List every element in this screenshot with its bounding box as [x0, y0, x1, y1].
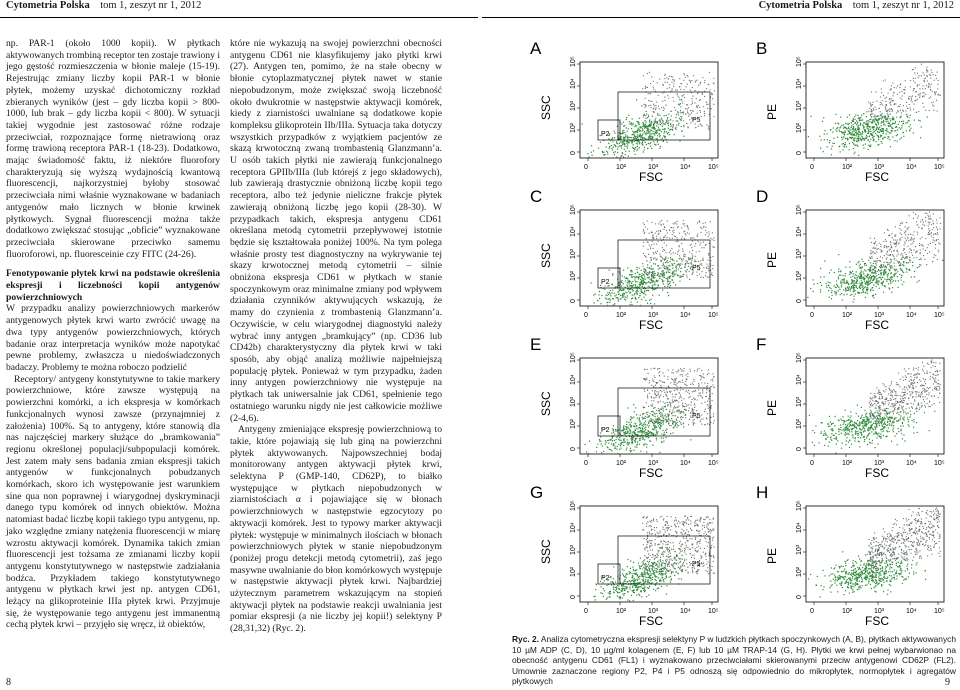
paragraph: które nie wykazują na swojej powierzchni obecności antygenu CD61 nie klasyfikujemy jako płytki krwi (27). Antygen ten, pomimo, że na stałe obecny w błonie cytoplazmatycznej płytek nawet w stanie niepobudzonym, może zwiększać swoją liczebność około dwukrotnie w następstwie aktywacji komórek, kiedy z ziarnistości uwalniane są dodatkowe kopie kompleksu glikoprotein IIb/IIIa. Sytuacja taka dotyczy wszystkich przypadków z wyjątkiem pacjentów ze skazą krwotoczną zwaną trombastenią Glanzmann’a. U osób takich płytki nie zawierają funkcjonalnego receptora GPIIb/IIIa (lub którejś z jego składowych), lub zawierają drastycznie obniżoną liczbę kopii tego receptora, albo też jedynie nieliczne frakcje płytek zawierają obniżoną liczbę jego kopii (28-30). W przypadkach takich, ekspresja antygenu CD61 określana metodą cytometrii przepływowej istotnie będzie się kształtowała poniżej 100%. Na tym polega właśnie prosty test diagnostyczny na wykrywanie tej skazy krwotocznej metodą cytometrii – silnie obniżona ekspresja CD61 w płytkach w stanie spoczynkowym oraz minimalne zmiany pod wpływem działania czynników aktywujących wskazują, że mamy do czynienia z trombastenią Glanzmann’a. Oczywiście, w celu wiarygodnej diagnostyki należy wybrać inny antygen „bramkujący” (np. CD36 lub CD42b) charakterystyczny dla płytek krwi w taki sposób, aby objąć analizą możliwie najpełniejszą populację płytek. Ponieważ w tym przypadku, żaden inny antygen powierzchniowy nie występuje na płytkach tak uniwersalnie jak CD61, spełnienie tego ostatniego warunku nigdy nie jest całkowicie możliwe (2-4,6). [230, 38, 442, 424]
issue-info: tom 1, zeszyt nr 1, 2012 [852, 0, 954, 11]
y-tick-label: 10⁵ [796, 56, 803, 67]
y-tick-label: 10⁵ [570, 352, 577, 363]
gate-label: P5 [692, 117, 701, 124]
y-axis-label: PE [765, 251, 779, 268]
x-axis-label: FSC [639, 170, 663, 182]
x-axis-label: FSC [639, 318, 663, 330]
panel-h [736, 480, 946, 626]
x-tick-label: 10³ [648, 608, 659, 615]
y-tick-label: 10⁴ [570, 522, 577, 533]
scatter-plot [736, 36, 946, 182]
x-tick-label: 10² [842, 608, 853, 615]
y-tick-label: 10³ [796, 100, 803, 111]
gate-label: P2 [601, 427, 610, 434]
y-tick-label: 10³ [570, 396, 577, 407]
x-tick-label: 10³ [648, 460, 659, 467]
event-dots [593, 516, 714, 602]
y-axis-label: SSC [539, 391, 553, 416]
x-tick-label: 10³ [648, 164, 659, 171]
x-tick-label: 10⁵ [934, 460, 945, 467]
x-tick-label: 10⁵ [934, 164, 945, 171]
page-number-left: 8 [6, 677, 11, 688]
event-dots [807, 212, 943, 303]
x-axis-label: FSC [865, 170, 889, 182]
panel-label: A [530, 39, 542, 58]
x-tick-label: 10² [842, 460, 853, 467]
y-tick-label: 10³ [796, 396, 803, 407]
y-axis-label: SSC [539, 243, 553, 268]
y-tick-label: 10⁵ [570, 500, 577, 511]
x-tick-label: 0 [810, 608, 814, 615]
running-header-left [6, 0, 201, 14]
panel-g [510, 480, 720, 626]
y-tick-label: 0 [570, 595, 577, 599]
panel-label: F [756, 335, 767, 354]
y-tick-label: 10⁵ [796, 500, 803, 511]
y-tick-label: 10⁴ [796, 78, 803, 89]
y-tick-label: 0 [570, 151, 577, 155]
y-axis-label: SSC [539, 539, 553, 564]
event-dots [585, 368, 715, 454]
x-tick-label: 10⁴ [906, 460, 917, 467]
x-tick-label: 0 [810, 460, 814, 467]
y-tick-label: 0 [570, 299, 577, 303]
x-tick-label: 10² [842, 312, 853, 319]
y-tick-label: 10³ [796, 248, 803, 259]
y-tick-label: 10² [796, 270, 803, 281]
x-tick-label: 10⁴ [680, 164, 691, 171]
scatter-plot [510, 332, 720, 478]
header-rule [0, 17, 478, 18]
y-tick-label: 10² [796, 122, 803, 133]
y-tick-label: 10² [570, 566, 577, 577]
y-tick-label: 10² [796, 418, 803, 429]
page-number-right: 9 [945, 677, 950, 688]
x-tick-label: 0 [810, 312, 814, 319]
x-tick-label: 10⁵ [708, 164, 719, 171]
x-axis-label: FSC [639, 466, 663, 478]
plot-frame [806, 358, 944, 454]
event-dots [582, 72, 715, 158]
x-axis-label: FSC [865, 318, 889, 330]
scatter-plot [510, 36, 720, 182]
x-tick-label: 0 [810, 164, 814, 171]
y-axis-label: SSC [539, 95, 553, 120]
y-tick-label: 0 [796, 447, 803, 451]
x-axis-label: FSC [639, 614, 663, 626]
y-tick-label: 10⁵ [570, 56, 577, 67]
x-axis-label: FSC [865, 614, 889, 626]
x-tick-label: 10³ [648, 312, 659, 319]
figure-caption [512, 634, 956, 687]
scatter-plot [510, 480, 720, 626]
x-tick-label: 10⁴ [906, 608, 917, 615]
y-tick-label: 0 [796, 595, 803, 599]
x-tick-label: 10⁴ [680, 608, 691, 615]
x-tick-label: 10⁵ [708, 312, 719, 319]
y-tick-label: 10³ [570, 544, 577, 555]
x-tick-label: 10⁴ [906, 312, 917, 319]
x-tick-label: 10³ [874, 164, 885, 171]
gate-label: P2 [601, 575, 610, 582]
y-tick-label: 10⁴ [570, 78, 577, 89]
y-tick-label: 10⁴ [570, 374, 577, 385]
x-tick-label: 10⁵ [934, 312, 945, 319]
figure-panels [510, 36, 960, 632]
x-tick-label: 10² [616, 312, 627, 319]
x-tick-label: 10² [842, 164, 853, 171]
x-axis-label: FSC [865, 466, 889, 478]
x-tick-label: 10² [616, 164, 627, 171]
caption-label: Ryc. 2. [512, 634, 540, 644]
paragraph: np. PAR-1 (około 1000 kopii). W płytkach aktywowanych trombiną receptor ten zostaje trawiony i jego gęstość rozmieszczenia w błonie maleje (15-19). Rejestrując zmiany liczby kopii PAR-1 w błonie płytek, możemy uzyskać dichotomiczny rozkład zbieranych wyników (jest – gdy liczba kopii > 800-1000, lub brak – gdy liczba kopii < 800). W sytuacji takiej wygodnie jest zastosować różne rodzaje przeciwciał, rozpoznające formę nietrawioną oraz formę trawioną receptora PAR-1 (18-23). Dodatkowo, mając świadomość faktu, iż niektóre fluorofory charakteryzują się wyższą wydajnością kwantową fluorescencji, najkorzystniej byłoby stosować przeciwciała nimi właśnie wyznakowane w badaniach antygenów mało licznych w błonie krwinek płytkowych. Sygnał fluorescencji można także dodatkowo zwiększać stosując „obficie” wyznakowane przeciwciała skierowane przeciwko samemu fluoroforowi, np. fluoresceinie czy FITC (24-26). [6, 38, 220, 260]
plot-frame [806, 506, 944, 602]
panel-d [736, 184, 946, 330]
y-tick-label: 0 [570, 447, 577, 451]
x-tick-label: 10³ [874, 312, 885, 319]
x-tick-label: 10⁴ [680, 312, 691, 319]
gate-label: P5 [692, 561, 701, 568]
x-tick-label: 10⁵ [708, 608, 719, 615]
x-tick-label: 10² [616, 460, 627, 467]
y-axis-label: PE [765, 103, 779, 120]
caption-text: Analiza cytometryczna ekspresji selektyny P w ludzkich płytkach spoczynkowych (A, B), płytkach aktywowanych 10 µM ADP (C, D), 10 µg/ml kolagenem (E, F) lub 10 µM TRAP-14 (G, H). Płytki we krwi pełnej wybarwionao na obecność antygenu CD61 (FL1) i wyznakowano przeciwciałami skierowanymi przeciw antygenowi CD62P (FL2). Umownie zaznaczone regiony P2, P4 i P5 odnoszą się odpowiednio do mikropłytek, normopłytek i agregatów płytkowych [512, 634, 956, 687]
panel-b [736, 36, 946, 182]
panel-label: C [530, 187, 543, 206]
text-column-2 [230, 38, 442, 635]
y-tick-label: 10² [796, 566, 803, 577]
x-tick-label: 10³ [874, 608, 885, 615]
x-tick-label: 0 [584, 164, 588, 171]
y-tick-label: 10³ [570, 100, 577, 111]
plot-frame [806, 62, 944, 158]
y-tick-label: 10³ [570, 248, 577, 259]
panel-label: E [530, 335, 542, 354]
running-header-right [759, 0, 954, 14]
event-dots [808, 64, 941, 156]
gate-label: P2 [601, 131, 610, 138]
y-axis-label: PE [765, 399, 779, 416]
journal-title: Cytometria Polska [6, 0, 90, 11]
panel-label: G [530, 483, 544, 502]
y-tick-label: 10³ [796, 544, 803, 555]
scatter-plot [510, 184, 720, 330]
x-tick-label: 10² [616, 608, 627, 615]
y-tick-label: 0 [796, 299, 803, 303]
panel-label: H [756, 483, 769, 502]
scatter-plot [736, 480, 946, 626]
x-tick-label: 10⁵ [934, 608, 945, 615]
plot-frame [580, 210, 718, 306]
y-tick-label: 10⁵ [796, 352, 803, 363]
x-tick-label: 0 [584, 608, 588, 615]
section-heading: Fenotypowanie płytek krwi na podstawie określenia ekspresji i liczebności kopii antygenów powierzchniowych [6, 268, 220, 303]
y-tick-label: 10⁴ [796, 374, 803, 385]
gate-label: P5 [692, 413, 701, 420]
y-tick-label: 10⁴ [796, 522, 803, 533]
panel-e [510, 332, 720, 478]
y-tick-label: 10⁴ [570, 226, 577, 237]
y-tick-label: 0 [796, 151, 803, 155]
paragraph: W przypadku analizy powierzchniowych markerów antygenowych płytek krwi warto zwrócić uwagę na dwa typy antygenów powierzchniowych, których badanie oraz interpretacja wyników może napotykać pewne problemy, zwłaszcza u niedoświadczonych badaczy. Problemy te można roboczo podzielić [6, 303, 220, 373]
y-axis-label: PE [765, 547, 779, 564]
x-tick-label: 10⁵ [708, 460, 719, 467]
x-tick-label: 10³ [874, 460, 885, 467]
event-dots [809, 360, 941, 454]
paragraph: Antygeny zmieniające ekspresję powierzchniową to takie, które pojawiają się lub giną na powierzchni płytek aktywowanych. Najpowszechniej bodaj monitorowany antygen aktywacji płytek krwi, selektyna P (GMP-140, CD62P), to białko występujące w płytkach niepobudzonych w ziarnistościach α i pojawiające się w błonach powierzchniowych w następstwie egzocytozy po aktywacji komórek. Jest to typowy marker aktywacji płytek: występuje w minimalnych ilościach w błonach powierzchniowych płytek w stanie niepobudzonym (poniżej progu detekcji metodą cytometrii), zaś jego masywne uwalnianie do błon komórkowych występuje w następstwie aktywacji płytek krwi. Najbardziej użytecznym parametrem wskazującym na stopień aktywacji płytek na podstawie reakcji uwalniania jest pomiar ekspresji (a nie liczby jej kopii!) selektyny P (28,31,32) (Ryc. 2). [230, 424, 442, 635]
panel-a [510, 36, 720, 182]
y-tick-label: 10² [570, 122, 577, 133]
panel-label: D [756, 187, 769, 206]
panel-f [736, 332, 946, 478]
issue-info: tom 1, zeszyt nr 1, 2012 [100, 0, 202, 11]
y-tick-label: 10² [570, 418, 577, 429]
header-rule [482, 17, 960, 18]
y-tick-label: 10⁵ [570, 204, 577, 215]
y-tick-label: 10⁵ [796, 204, 803, 215]
gate-label: P2 [601, 279, 610, 286]
gate-label: P5 [692, 265, 701, 272]
paragraph: Receptory/ antygeny konstytutywne to takie markery powierzchniowe, które zawsze występują na powierzchni komórki, a ich ekspresja w komórkach funkcjonalnych wynosi zawsze (przynajmniej z założenia) 100%. Są to antygeny, które stanowią dla nas najczęściej markery służące do „bramkowania” regionu określonej populacji/subpopulacji komórek. Jest zatem mały sens badania zmian ekspresji takich antygenów w funkcjonalnych pobudzanych komórkach, skoro ich występowanie jest warunkiem sine qua non poprawnej i wiarygodnej dyskryminacji danego typu komórek od innych obiektów. Można natomiast badać liczbę kopii takiego typu antygenu, np. jako względne zmiany natężenia fluorescencji w miarę wzrostu aktywacji komórek. Dynamika takich zmian fluorescencji jest tożsama ze zmianami liczby kopii antygenu konstytutywnego w następstwie zadziałania bodźca. Przykładem takiego konstytutywnego antygenu w płytkach krwi jest np. antygen CD61, leżący na glikoproteinie IIIa płytek krwi. Przyjmuje się, że występowanie tego antygenu jest immanentną cechą płytek krwi – przyjęło się wręcz, iż obiektów, [6, 373, 220, 631]
scatter-plot [736, 332, 946, 478]
y-tick-label: 10⁴ [796, 226, 803, 237]
event-dots [591, 220, 715, 306]
x-tick-label: 10⁴ [906, 164, 917, 171]
gate-p5 [618, 388, 710, 436]
panel-c [510, 184, 720, 330]
x-tick-label: 0 [584, 312, 588, 319]
panel-label: B [756, 39, 768, 58]
y-tick-label: 10² [570, 270, 577, 281]
event-dots [808, 508, 941, 598]
x-tick-label: 10⁴ [680, 460, 691, 467]
text-column-1 [6, 38, 220, 631]
journal-title: Cytometria Polska [758, 0, 843, 11]
x-tick-label: 0 [584, 460, 588, 467]
scatter-plot [736, 184, 946, 330]
